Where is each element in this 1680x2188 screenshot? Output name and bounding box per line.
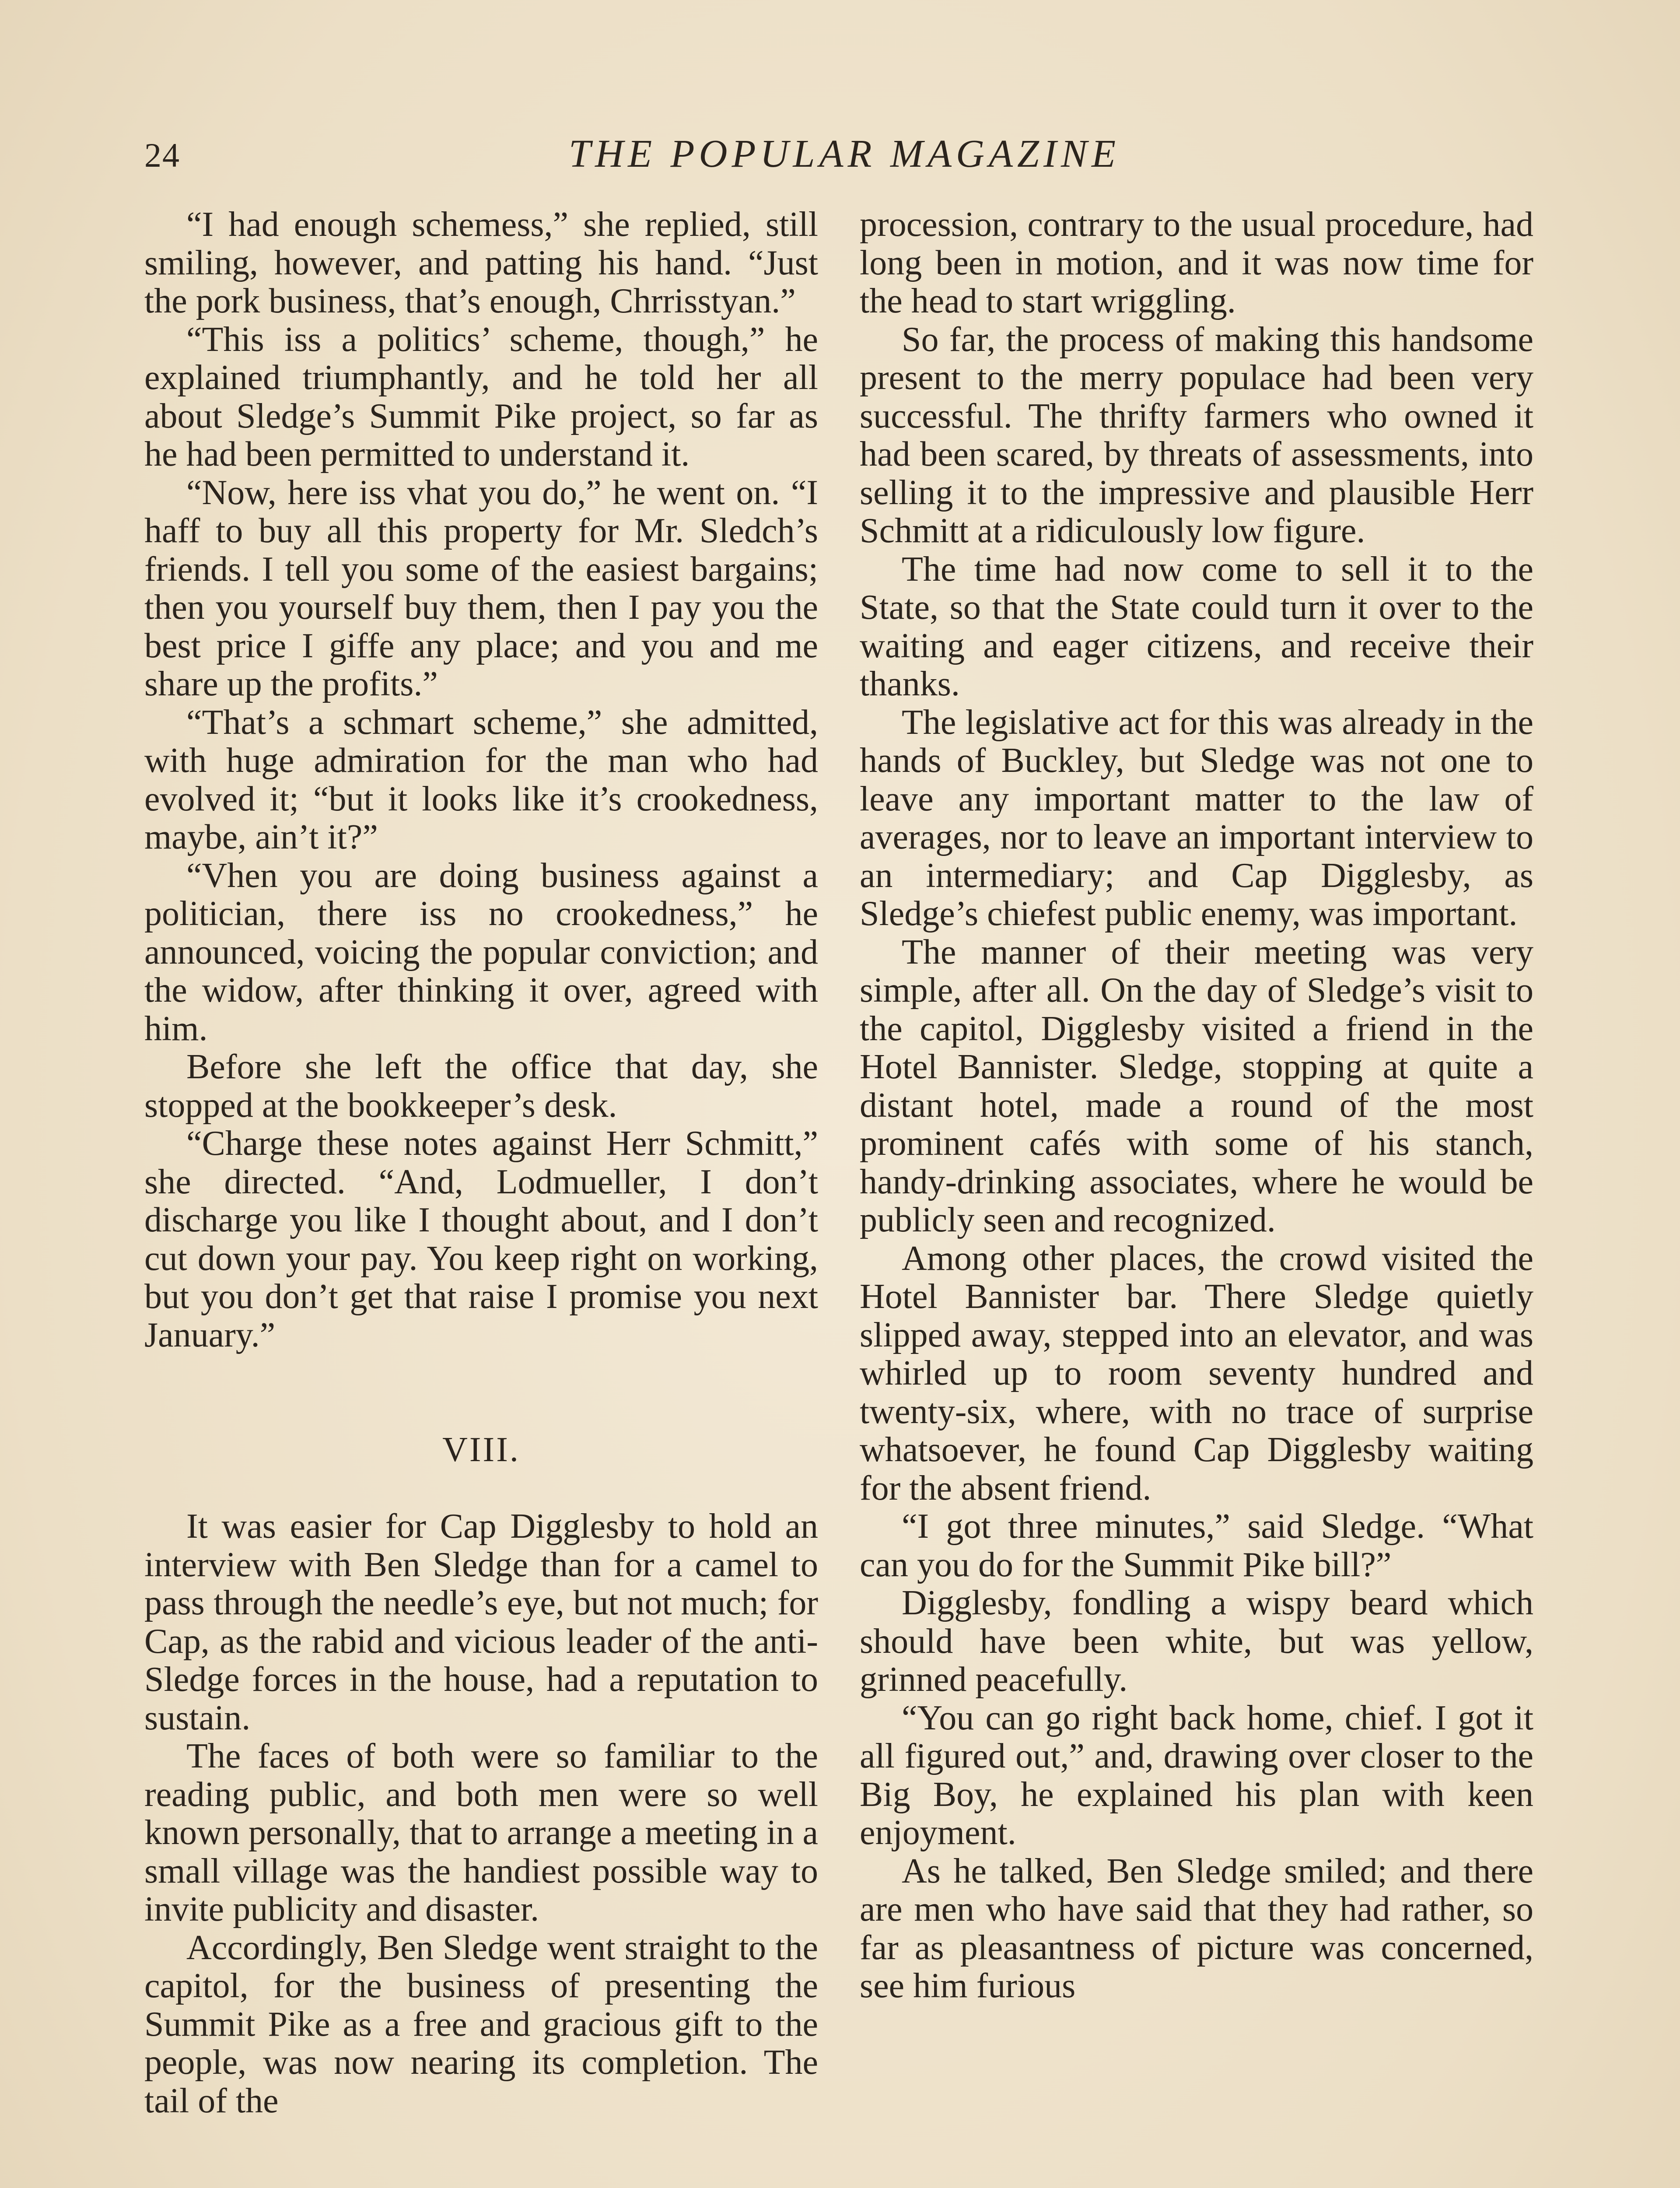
- section-heading: VIII.: [442, 1431, 520, 1469]
- paragraph: It was easier for Cap Digglesby to hold an interview with Ben Sledge than for a camel to pass through the needle’s eye, but not much; for Cap, as the rabid and vicious leader of the anti-Sledge forces in the house, had a reputation to sustain.: [144, 1507, 818, 1737]
- paragraph: Before she left the office that day, she stopped at the bookkeeper’s desk.: [144, 1048, 818, 1125]
- left-column: [144, 206, 818, 2120]
- paragraph: “I had enough schemess,” she replied, still smiling, however, and patting his hand. “Just the pork business, that’s enough, Chrrisstyan.”: [144, 205, 818, 320]
- paragraph: “Charge these notes against Herr Schmitt,” she directed. “And, Lodmueller, I don’t discharge you like I thought about, and I don’t cut down your pay. You keep right on working, but you don’t get that raise I promise you next January.”: [144, 1124, 818, 1354]
- paragraph: So far, the process of making this handsome present to the merry populace had been very successful. The thrifty farmers who owned it had been scared, by threats of assessments, into selling it to the impressive and plausible Herr Schmitt at a ridiculously low figure.: [860, 320, 1533, 550]
- paragraph: “This iss a politics’ scheme, though,” he explained triumphantly, and he told her all about Sledge’s Summit Pike project, so far as he had been permitted to understand it.: [144, 320, 818, 473]
- paragraph: “Now, here iss vhat you do,” he went on. “I haff to buy all this property for Mr. Sledch’s friends. I tell you some of the easiest bargains; then you yourself buy them, then I pay you the best price I giffe any place; and you and me share up the profits.”: [144, 473, 818, 703]
- paragraph: As he talked, Ben Sledge smiled; and there are men who have said that they had rather, so far as pleasantness of picture was concerned, see him furious: [860, 1851, 1533, 2005]
- page-number: 24: [144, 136, 180, 174]
- paragraph: The manner of their meeting was very simple, after all. On the day of Sledge’s visit to the capitol, Digglesby visited a friend in the Hotel Bannister. Sledge, stopping at quite a distant hotel, made a round of the most prominent cafés with some of his stanch, handy-drinking associates, where he would be publicly seen and recognized.: [860, 933, 1533, 1239]
- paragraph: Accordingly, Ben Sledge went straight to the capitol, for the business of presenting the Summit Pike as a free and gracious gift to the people, was now nearing its completion. The tail of the: [144, 1928, 818, 2120]
- magazine-title: THE POPULAR MAGAZINE: [569, 132, 1120, 175]
- paragraph: Digglesby, fondling a wispy beard which should have been white, but was yellow, grinned peacefully.: [860, 1584, 1533, 1699]
- page-header: [144, 131, 1544, 179]
- paragraph: “You can go right back home, chief. I got it all figured out,” and, drawing over closer to the Big Boy, he explained his plan with keen enjoyment.: [860, 1698, 1533, 1852]
- paragraph: “I got three minutes,” said Sledge. “What can you do for the Summit Pike bill?”: [860, 1507, 1533, 1584]
- paragraph: The time had now come to sell it to the State, so that the State could turn it over to the waiting and eager citizens, and receive their thanks.: [860, 550, 1533, 703]
- paragraph: Among other places, the crowd visited the Hotel Bannister bar. There Sledge quietly slipped away, stepped into an elevator, and was whirled up to room seventy hundred and twenty-six, where, with no trace of surprise whatsoever, he found Cap Digglesby waiting for the absent friend.: [860, 1239, 1533, 1508]
- paragraph-continuation: procession, contrary to the usual procedure, had long been in motion, and it was now time for the head to start wriggling.: [860, 205, 1533, 320]
- paragraph: “That’s a schmart scheme,” she admitted, with huge admiration for the man who had evolved it; “but it looks like it’s crookedness, maybe, ain’t it?”: [144, 703, 818, 856]
- right-column: [860, 206, 1533, 2006]
- paragraph: The legislative act for this was already in the hands of Buckley, but Sledge was not one to leave any important matter to the law of averages, nor to leave an important interview to an intermediary; and Cap Digglesby, as Sledge’s chiefest public enemy, was important.: [860, 703, 1533, 933]
- paragraph: “Vhen you are doing business against a politician, there iss no crookedness,” he announced, voicing the popular conviction; and the widow, after thinking it over, agreed with him.: [144, 856, 818, 1048]
- paragraph: The faces of both were so familiar to the reading public, and both men were so well known personally, that to arrange a meeting in a small village was the handiest possible way to invite publicity and disaster.: [144, 1737, 818, 1929]
